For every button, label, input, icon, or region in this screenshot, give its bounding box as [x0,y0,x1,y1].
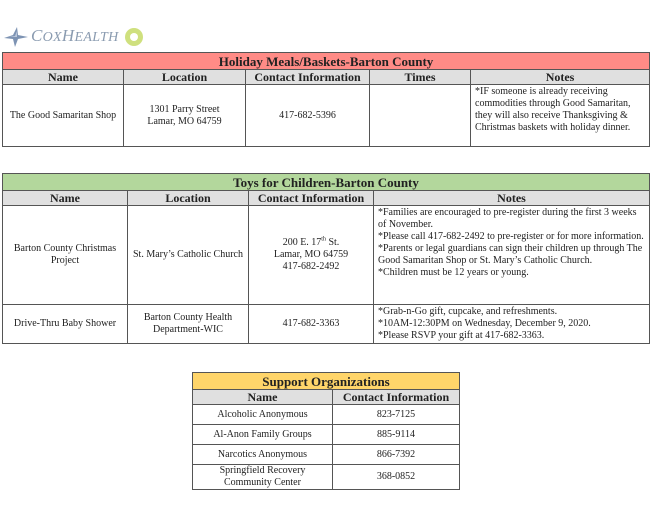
cell-contact [249,206,374,305]
column-header-notes: Notes [374,191,650,206]
phone-number: 417-682-2492 [282,261,340,272]
table-row [3,305,650,344]
cross-star-icon [3,26,29,48]
cell-name: The Good Samaritan Shop [3,85,124,147]
cell-contact: 368-0852 [333,465,460,490]
table-row [193,425,460,445]
support-organizations-table [192,372,460,490]
cell-location: Barton County Health Department-WIC [128,305,249,344]
cell-contact: 866-7392 [333,445,460,465]
cell-name: Drive-Thru Baby Shower [3,305,128,344]
address-line: 1301 Parry Street [149,103,220,115]
note-line: *Please call 417-682-2492 to pre-register or for more information. [378,231,644,242]
table-title: Holiday Meals/Baskets-Barton County [3,53,650,70]
column-header-contact: Contact Information [249,191,374,206]
address-line: Lamar, MO 64759 [273,249,349,260]
note-line: *Please RSVP your gift at 417-682-3363. [378,330,545,341]
column-header-notes: Notes [471,70,650,85]
column-header-location: Location [128,191,249,206]
note-line: *10AM-12:30PM on Wednesday, December 9, 2020. [378,318,591,329]
table-row [193,465,460,490]
cell-name: Barton County Christmas Project [3,206,128,305]
table-row [193,405,460,425]
cell-notes [374,206,650,305]
toys-table [2,173,650,344]
cell-name: Alcoholic Anonymous [193,405,333,425]
coxhealth-logo [3,20,143,48]
table-row [193,445,460,465]
cell-location [124,85,246,147]
cell-location: St. Mary’s Catholic Church [128,206,249,305]
column-header-contact: Contact Information [246,70,370,85]
note-line: *Grab-n-Go gift, cupcake, and refreshments. [378,306,558,317]
table-row [3,85,650,147]
note-line: *Families are encouraged to pre-register during the first 3 weeks of November. [378,207,637,230]
column-header-location: Location [124,70,246,85]
cell-contact: 823-7125 [333,405,460,425]
column-header-name: Name [3,70,124,85]
cell-name: Al-Anon Family Groups [193,425,333,445]
cell-times [370,85,471,147]
address-line: St. [325,237,340,248]
brand-wordmark: COXHEALTH [31,26,119,45]
column-header-contact: Contact Information [333,390,460,405]
holiday-meals-table [2,52,650,147]
column-header-name: Name [3,191,128,206]
ordinal-suffix: th [321,236,326,243]
address-line: Lamar, MO 64759 [147,115,222,127]
note-line: *Children must be 12 years or young. [378,267,529,278]
table-title: Support Organizations [193,373,460,390]
table-title: Toys for Children-Barton County [3,174,650,191]
table-row [3,206,650,305]
cell-contact: 885-9114 [333,425,460,445]
column-header-name: Name [193,390,333,405]
cell-name: Springfield Recovery Community Center [193,465,333,490]
cell-name: Narcotics Anonymous [193,445,333,465]
note-line: *Parents or legal guardians can sign their children up through The Good Samaritan Shop or St. Mary’s Catholic Church. [378,243,643,266]
column-header-times: Times [370,70,471,85]
cell-contact: 417-682-3363 [249,305,374,344]
cell-contact: 417-682-5396 [246,85,370,147]
apple-icon [125,28,143,46]
address-line: 200 E. 17 [282,237,322,248]
cell-notes [374,305,650,344]
cell-notes: *IF someone is already receiving commodities through Good Samaritan, they will also receive Thanksgiving & Christmas baskets with holiday dinner. [471,85,650,147]
